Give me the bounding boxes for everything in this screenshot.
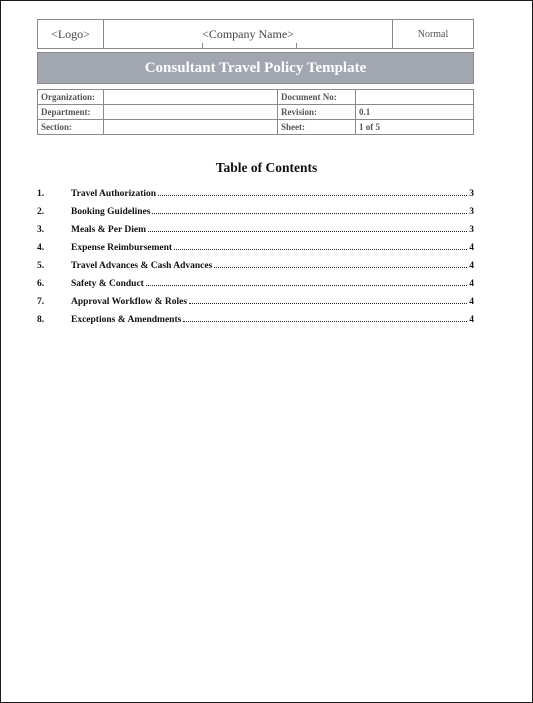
revision-label: Revision:	[278, 105, 356, 120]
table-row	[38, 120, 474, 135]
divider-tick	[296, 43, 297, 48]
toc-text: Safety & Conduct	[71, 279, 144, 289]
toc-number: 3.	[37, 225, 45, 235]
sheet-label: Sheet:	[278, 120, 356, 135]
toc-page: 3	[469, 207, 474, 217]
toc-page: 4	[469, 261, 474, 271]
toc-text: Exceptions & Amendments	[71, 315, 182, 325]
logo-placeholder: <Logo>	[38, 20, 104, 48]
company-name	[104, 20, 393, 48]
toc-text: Meals & Per Diem	[71, 225, 147, 235]
document-meta-table	[37, 89, 474, 135]
document-no-label: Document No:	[278, 90, 356, 105]
section-label: Section:	[38, 120, 104, 135]
toc-page: 4	[469, 297, 474, 307]
organization-label: Organization:	[38, 90, 104, 105]
toc-leader	[148, 231, 467, 232]
divider-tick	[202, 43, 203, 48]
toc-entry-exceptions-amendments[interactable]	[37, 315, 474, 333]
toc-entry-booking-guidelines[interactable]	[37, 207, 474, 225]
toc-entry-travel-advances[interactable]	[37, 261, 474, 279]
toc-leader	[146, 285, 467, 286]
toc-leader	[152, 213, 467, 214]
toc-leader	[158, 195, 467, 196]
toc-entry-meals-per-diem[interactable]	[37, 225, 474, 243]
toc-number: 8.	[37, 315, 45, 325]
table-row	[38, 90, 474, 105]
table-row	[38, 105, 474, 120]
document-title: Consultant Travel Policy Template	[37, 52, 474, 84]
document-no-value	[356, 90, 474, 105]
toc-text: Expense Reimbursement	[71, 243, 173, 253]
toc-text: Booking Guidelines	[71, 207, 151, 217]
toc-number: 7.	[37, 297, 45, 307]
toc-leader	[189, 303, 467, 304]
revision-value: 0.1	[356, 105, 474, 120]
toc-entry-safety-conduct[interactable]	[37, 279, 474, 297]
toc-entry-approval-workflow[interactable]	[37, 297, 474, 315]
department-label: Department:	[38, 105, 104, 120]
toc-leader	[183, 321, 467, 322]
toc-title: Table of Contents	[215, 160, 318, 175]
toc-number: 2.	[37, 207, 45, 217]
department-value	[104, 105, 278, 120]
company-name-text: <Company Name>	[202, 26, 294, 41]
classification-status: Normal	[417, 28, 449, 40]
document-header	[37, 19, 474, 135]
toc-page: 4	[469, 279, 474, 289]
toc-entry-travel-authorization[interactable]	[37, 189, 474, 207]
organization-value	[104, 90, 278, 105]
sheet-value: 1 of 5	[356, 120, 474, 135]
toc-page: 3	[469, 189, 474, 199]
toc-number: 4.	[37, 243, 45, 253]
toc-number: 5.	[37, 261, 45, 271]
toc-text: Travel Advances & Cash Advances	[71, 261, 213, 271]
toc-text: Travel Authorization	[71, 189, 157, 199]
table-of-contents	[37, 189, 474, 333]
section-value	[104, 120, 278, 135]
toc-page: 4	[469, 243, 474, 253]
toc-page: 3	[469, 225, 474, 235]
toc-leader	[214, 267, 467, 268]
header-top-row	[37, 19, 474, 49]
toc-text: Approval Workflow & Roles	[71, 297, 188, 307]
toc-entry-expense-reimbursement[interactable]	[37, 243, 474, 261]
toc-leader	[174, 249, 467, 250]
toc-number: 1.	[37, 189, 45, 199]
toc-number: 6.	[37, 279, 45, 289]
toc-page: 4	[469, 315, 474, 325]
